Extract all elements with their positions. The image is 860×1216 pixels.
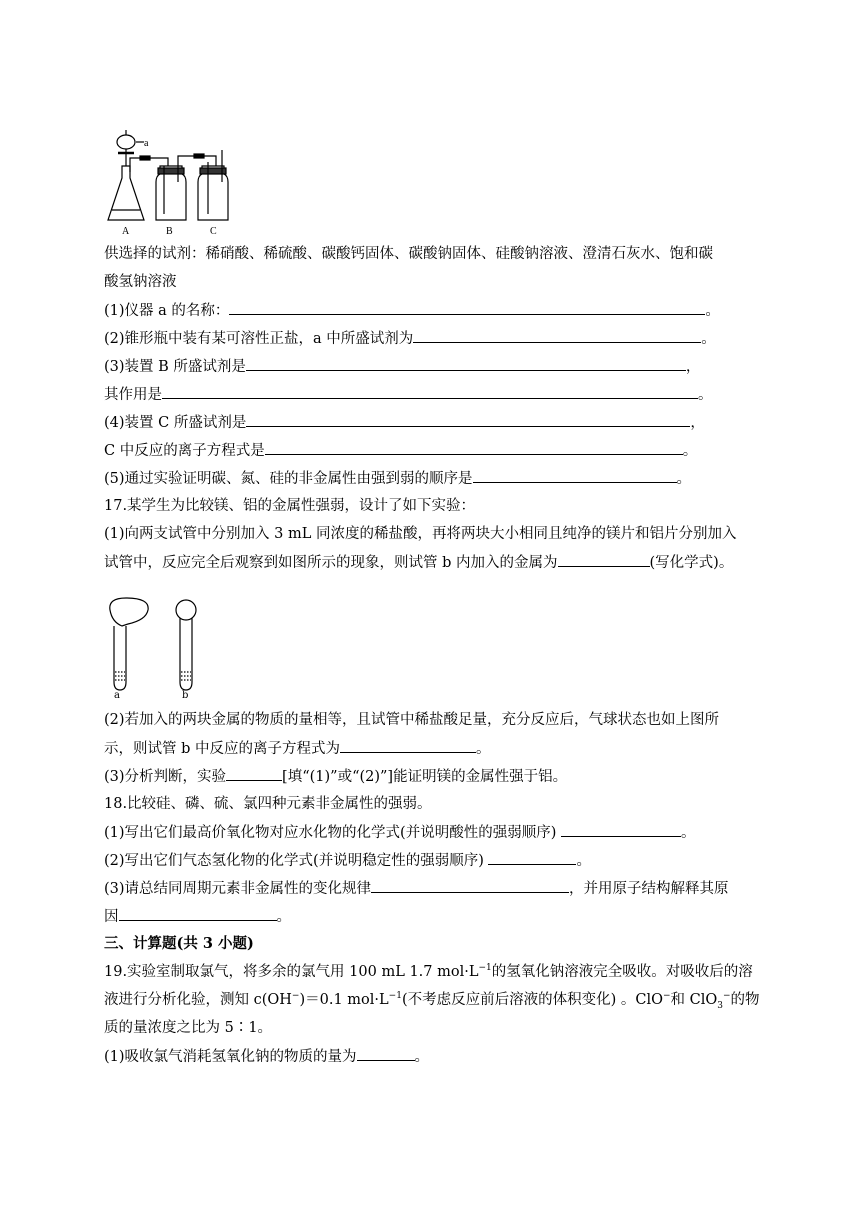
answer-blank[interactable] bbox=[229, 300, 705, 315]
label-a: a bbox=[144, 138, 149, 149]
label-A: A bbox=[122, 226, 130, 236]
q17-p2-line1: (2)若加入的两块金属的物质的量相等，且试管中稀盐酸足量，充分反应后，气球状态也如上图所 bbox=[104, 712, 720, 728]
label-B: B bbox=[166, 226, 173, 236]
q16-part3a bbox=[104, 356, 700, 377]
q17-p2b-end: 。 bbox=[476, 741, 491, 757]
q16-p2-end: 。 bbox=[701, 331, 716, 347]
answer-blank[interactable] bbox=[246, 412, 690, 427]
q16-part5 bbox=[104, 468, 691, 489]
q16-p4a-text: (4)装置 C 所盛试剂是 bbox=[104, 415, 247, 431]
q19-line2 bbox=[104, 990, 760, 1010]
q16-part2 bbox=[104, 328, 716, 349]
q19-l2e: 的物 bbox=[730, 992, 760, 1008]
q16-p4b-text: C 中反应的离子方程式是 bbox=[104, 443, 265, 459]
q16-part3b bbox=[104, 384, 713, 405]
reagents-line-1: 供选择的试剂：稀硝酸、稀硫酸、碳酸钙固体、碳酸钠固体、硅酸钠溶液、澄清石灰水、饱和碳 bbox=[104, 246, 713, 262]
q18-part3b bbox=[104, 906, 291, 927]
q17-p1b-end: (写化学式)。 bbox=[649, 555, 734, 571]
answer-blank[interactable] bbox=[119, 906, 277, 921]
q19-l2-sub: 3 bbox=[717, 1000, 723, 1011]
answer-blank[interactable] bbox=[371, 878, 569, 893]
q18-p1-end: 。 bbox=[680, 825, 696, 841]
q18-part2 bbox=[104, 850, 591, 871]
q19-l2-sup1: − bbox=[291, 991, 300, 1002]
q18-p3b-end: 。 bbox=[276, 909, 291, 925]
q16-p3b-text: 其作用是 bbox=[104, 387, 162, 403]
answer-blank[interactable] bbox=[265, 440, 683, 455]
q16-p5-end: 。 bbox=[676, 471, 692, 487]
q16-p2-text: (2)锥形瓶中装有某可溶性正盐，a 中所盛试剂为 bbox=[104, 331, 414, 347]
answer-blank[interactable] bbox=[558, 552, 650, 567]
q18-p3a-text: (3)请总结同周期元素非金属性的变化规律 bbox=[104, 881, 372, 897]
q16-p3a-text: (3)装置 B 所盛试剂是 bbox=[104, 359, 246, 375]
q17-title: 17.某学生为比较镁、铝的金属性强弱，设计了如下实验： bbox=[104, 498, 476, 514]
q17-p3-end: [填“(1)”或“(2)”]能证明镁的金属性强于铝。 bbox=[282, 769, 568, 785]
q19-l2d: 和 ClO bbox=[670, 992, 718, 1008]
q19-l1-end: 的氢氧化钠溶液完全吸收。对吸收后的溶 bbox=[491, 964, 753, 980]
tube-label-b: b bbox=[182, 690, 189, 701]
q19-part1 bbox=[104, 1046, 429, 1067]
q17-p1-line1: (1)向两支试管中分别加入 3 mL 同浓度的稀盐酸，再将两块大小相同且纯净的镁片和铝片分别加入 bbox=[104, 526, 737, 542]
q16-p3a-end: ， bbox=[685, 359, 701, 375]
q17-p1-line2 bbox=[104, 552, 733, 573]
q19-line3: 质的量浓度之比为 5∶1。 bbox=[104, 1020, 273, 1036]
q16-p1-text: (1)仪器 a 的名称： bbox=[104, 303, 230, 319]
q16-p4b-end: 。 bbox=[682, 443, 698, 459]
q19-p1-text: (1)吸收氯气消耗氢氧化钠的物质的量为 bbox=[104, 1049, 357, 1065]
q19-line1 bbox=[104, 962, 753, 982]
answer-blank[interactable] bbox=[226, 766, 282, 781]
q18-part3a bbox=[104, 878, 729, 899]
answer-blank[interactable] bbox=[246, 356, 686, 371]
q19-l2a: 液进行分析化验，测知 c(OH bbox=[104, 992, 292, 1008]
q17-p3-text: (3)分析判断，实验 bbox=[104, 769, 227, 785]
q19-l2-sup2: −1 bbox=[388, 991, 402, 1002]
q17-p2b-text: 示，则试管 b 中反应的离子方程式为 bbox=[104, 741, 340, 757]
tube-label-a: a bbox=[114, 690, 120, 701]
q16-p5-text: (5)通过实验证明碳、氮、硅的非金属性由强到弱的顺序是 bbox=[104, 471, 473, 487]
q18-title: 18.比较硅、磷、硫、氯四种元素非金属性的强弱。 bbox=[104, 796, 432, 812]
q18-p3a-end: ，并用原子结构解释其原 bbox=[569, 881, 729, 897]
test-tubes-figure bbox=[104, 596, 214, 696]
q19-p1-end: 。 bbox=[414, 1049, 430, 1065]
q16-part4b bbox=[104, 440, 697, 461]
q19-l2b: )＝0.1 mol·L bbox=[299, 992, 389, 1008]
q19-l2-sup4: − bbox=[723, 991, 731, 1002]
q18-p3b-text: 因 bbox=[104, 909, 119, 925]
q18-p1-text: (1)写出它们最高价氧化物对应水化物的化学式(并说明酸性的强弱顺序) bbox=[104, 825, 561, 841]
q16-p4a-end: ， bbox=[690, 415, 705, 431]
answer-blank[interactable] bbox=[561, 822, 681, 837]
section-title: 三、计算题(共 3 小题) bbox=[104, 935, 254, 952]
answer-blank[interactable] bbox=[162, 384, 698, 399]
apparatus-figure bbox=[104, 126, 244, 236]
q19-l1-text: 19.实验室制取氯气，将多余的氯气用 100 mL 1.7 mol·L bbox=[104, 964, 479, 980]
answer-blank[interactable] bbox=[473, 468, 677, 483]
q19-l2c: (不考虑反应前后溶液的体积变化) 。ClO bbox=[401, 992, 663, 1008]
answer-blank[interactable] bbox=[488, 850, 576, 865]
q16-part1 bbox=[104, 300, 720, 321]
q17-part3 bbox=[104, 766, 567, 787]
q16-p3b-end: 。 bbox=[698, 387, 713, 403]
q16-part4a bbox=[104, 412, 705, 433]
reagents-line-2: 酸氢钠溶液 bbox=[104, 274, 177, 290]
q18-part1 bbox=[104, 822, 695, 843]
q19-l2-sup3: − bbox=[662, 991, 671, 1002]
answer-blank[interactable] bbox=[340, 738, 476, 753]
q17-p2-line2 bbox=[104, 738, 491, 759]
q18-p2-text: (2)写出它们气态氢化物的化学式(并说明稳定性的强弱顺序) bbox=[104, 853, 489, 869]
answer-blank[interactable] bbox=[413, 328, 701, 343]
q18-p2-end: 。 bbox=[576, 853, 591, 869]
label-C: C bbox=[210, 226, 217, 236]
answer-blank[interactable] bbox=[357, 1046, 415, 1061]
q17-p1b-text: 试管中，反应完全后观察到如图所示的现象，则试管 b 内加入的金属为 bbox=[104, 555, 558, 571]
q16-p1-end: 。 bbox=[705, 303, 720, 319]
q19-l1-sup: −1 bbox=[478, 963, 492, 974]
